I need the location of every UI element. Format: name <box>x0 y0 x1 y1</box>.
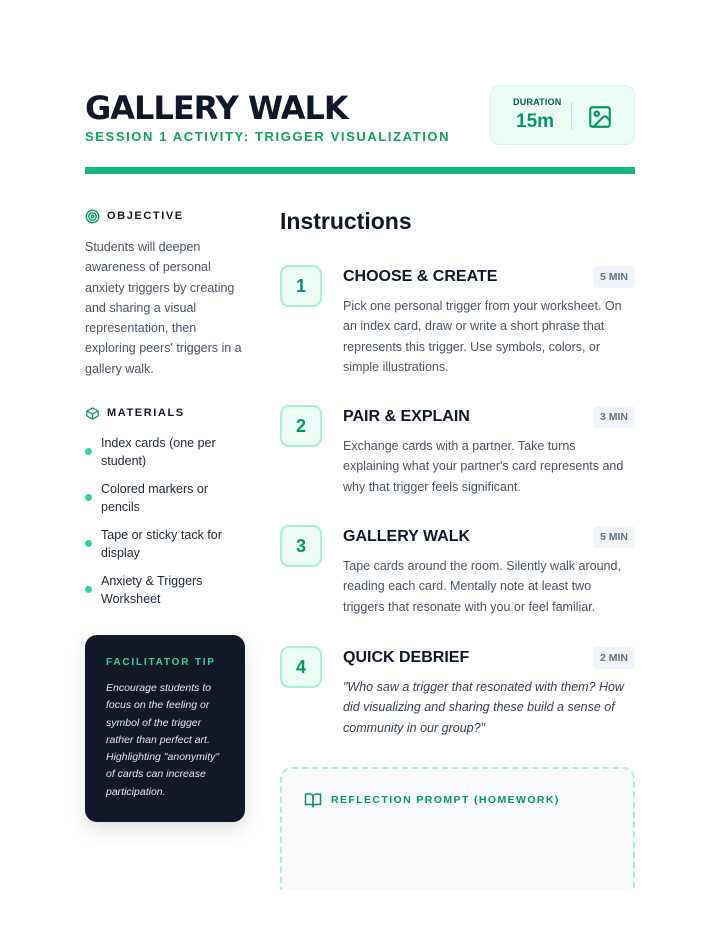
step-text: "Who saw a trigger that resonated with them? How did visualizing and sharing these build a sense of community in our group?" <box>343 680 624 735</box>
step-title: CHOOSE & CREATE <box>343 268 498 285</box>
page-bottom-margin <box>0 890 720 932</box>
objective-heading-label: OBJECTIVE <box>107 210 184 222</box>
duration-divider <box>571 102 572 130</box>
material-label: Tape or sticky tack for display <box>101 528 222 560</box>
time-badge: 5 MIN <box>593 266 635 288</box>
box-icon <box>85 406 100 421</box>
image-icon <box>587 104 613 130</box>
step-text: Pick one personal trigger from your worksheet. On an index card, draw or write a short phrase that represents this trigger. Use symbols, colors, or simple illustrations. <box>343 299 622 374</box>
book-open-icon <box>304 791 322 809</box>
objective-text: Students will deepen awareness of personal anxiety triggers by creating and sharing a visual representation, then exploring peers' triggers in a gallery walk. <box>85 240 242 376</box>
duration-value: 15m <box>516 111 555 132</box>
target-icon <box>85 209 100 224</box>
list-item <box>85 526 245 562</box>
duration-card <box>490 85 635 145</box>
time-badge: 2 MIN <box>593 647 635 669</box>
materials-list <box>85 434 245 608</box>
time-badge: 5 MIN <box>593 526 635 548</box>
material-label: Index cards (one per student) <box>101 436 216 468</box>
step-title: GALLERY WALK <box>343 528 471 545</box>
material-label: Colored markers or pencils <box>101 482 208 514</box>
bullet-dot <box>85 540 92 547</box>
duration-label: DURATION <box>513 97 562 107</box>
bullet-dot <box>85 448 92 455</box>
page-subtitle: SESSION 1 ACTIVITY: TRIGGER VISUALIZATION <box>85 129 451 144</box>
facilitator-tip-card <box>85 635 245 822</box>
list-item <box>85 480 245 516</box>
list-item <box>85 572 245 608</box>
reflection-heading-label: REFLECTION PROMPT (HOMEWORK) <box>331 794 560 806</box>
tip-text: Encourage students to focus on the feeling or symbol of the trigger rather than perfect art. Highlighting "anonymity" of cards can increase participation. <box>106 682 220 798</box>
step-number: 4 <box>280 646 322 688</box>
list-item <box>85 434 245 470</box>
objective-heading <box>85 205 245 227</box>
tip-heading: FACILITATOR TIP <box>106 657 216 668</box>
sidebar <box>85 205 245 606</box>
step-text: Exchange cards with a partner. Take turns explaining what your partner's card represents and why that trigger feels significant. <box>343 439 624 494</box>
reflection-heading <box>304 791 560 809</box>
material-label: Anxiety & Triggers Worksheet <box>101 574 203 606</box>
materials-section <box>85 402 245 618</box>
step-number: 1 <box>280 265 322 307</box>
step-number: 3 <box>280 525 322 567</box>
header-rule <box>85 167 635 174</box>
time-badge: 3 MIN <box>593 406 635 428</box>
page-title: GALLERY WALK <box>85 89 348 127</box>
reflection-box <box>280 767 635 907</box>
bullet-dot <box>85 586 92 593</box>
bullet-dot <box>85 494 92 501</box>
materials-heading <box>85 402 245 424</box>
step-number: 2 <box>280 405 322 447</box>
materials-heading-label: MATERIALS <box>107 407 185 419</box>
step-text: Tape cards around the room. Silently walk around, reading each card. Mentally note at least two triggers that resonate with you or feel familiar. <box>343 559 621 614</box>
step-title: QUICK DEBRIEF <box>343 649 470 666</box>
instructions-title: Instructions <box>280 208 412 234</box>
step-title: PAIR & EXPLAIN <box>343 408 470 425</box>
